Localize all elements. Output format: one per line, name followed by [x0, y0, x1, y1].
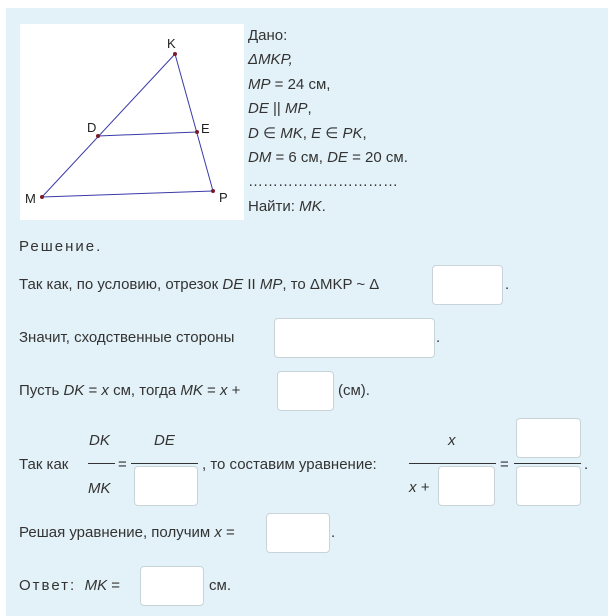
solution-line-5: Решая уравнение, получим x = [19, 524, 235, 541]
solution-line-2: Значит, сходственные стороны [19, 329, 235, 346]
given-header: Дано: [248, 27, 288, 44]
point-e [195, 130, 199, 134]
solution-line-4-text: , то составим уравнение: [202, 456, 377, 473]
line-2-period: . [436, 329, 441, 346]
equals-sign-1: = [118, 456, 127, 473]
point-d [96, 134, 100, 138]
fraction-4-numerator-input[interactable] [516, 418, 581, 458]
line-1-period: . [505, 276, 510, 293]
label-k: K [167, 36, 176, 51]
fraction-3-denominator-input[interactable] [438, 466, 495, 506]
fraction-1-denominator: MK [88, 480, 111, 497]
fraction-4-bar [514, 463, 581, 464]
fraction-4-denominator-input[interactable] [516, 466, 581, 506]
triangle-figure [20, 24, 244, 220]
given-line-1: ΔMKP, [248, 51, 293, 69]
label-e: E [201, 121, 210, 136]
given-line-2: MP = 24 см, [248, 75, 331, 93]
answer-unit: см. [209, 577, 231, 594]
label-p: P [219, 190, 228, 205]
point-m [40, 195, 44, 199]
label-d: D [87, 120, 97, 135]
fraction-1-numerator: DK [89, 432, 110, 449]
fraction-3-bar [409, 463, 496, 464]
point-k [173, 52, 177, 56]
line-5-period: . [331, 524, 336, 541]
line-4-period: . [584, 456, 589, 473]
given-line-4: D ∈ MK, E ∈ PK, [248, 124, 367, 142]
fraction-2-denominator-input[interactable] [134, 466, 198, 506]
given-line-5: DM = 6 см, DE = 20 см. [248, 148, 408, 166]
label-m: M [25, 191, 36, 206]
side-mk [42, 54, 175, 197]
solution-heading: Решение. [19, 238, 103, 255]
mk-addend-input[interactable] [277, 371, 334, 411]
solution-line-4-label: Так как [19, 456, 69, 473]
solution-line-1: Так как, по условию, отрезок DE II MP, то ΔMKP ~ Δ [19, 276, 380, 293]
point-p [211, 189, 215, 193]
fraction-3-denominator-prefix: x + [409, 479, 430, 496]
given-line-3: DE || MP, [248, 100, 312, 118]
given-dots: ………………………… [248, 173, 398, 191]
given-find: Найти: MK. [248, 197, 326, 215]
fraction-2-numerator: DE [154, 432, 175, 449]
corresponding-sides-input[interactable] [274, 318, 435, 358]
fraction-3-numerator: x [448, 432, 456, 449]
given-block [248, 24, 408, 219]
side-mp [42, 191, 213, 197]
fraction-2-bar [131, 463, 198, 464]
equals-sign-2: = [500, 456, 509, 473]
line-3-unit: (см). [338, 382, 370, 399]
answer-line: Ответ: MK = [19, 577, 121, 594]
solution-line-3: Пусть DK = x см, тогда MK = x + [19, 382, 241, 399]
x-value-input[interactable] [266, 513, 330, 553]
similar-triangle-input[interactable] [432, 265, 503, 305]
segment-de [98, 132, 197, 136]
fraction-1-bar [88, 463, 115, 464]
triangle-diagram [20, 24, 244, 220]
answer-mk-input[interactable] [140, 566, 204, 606]
